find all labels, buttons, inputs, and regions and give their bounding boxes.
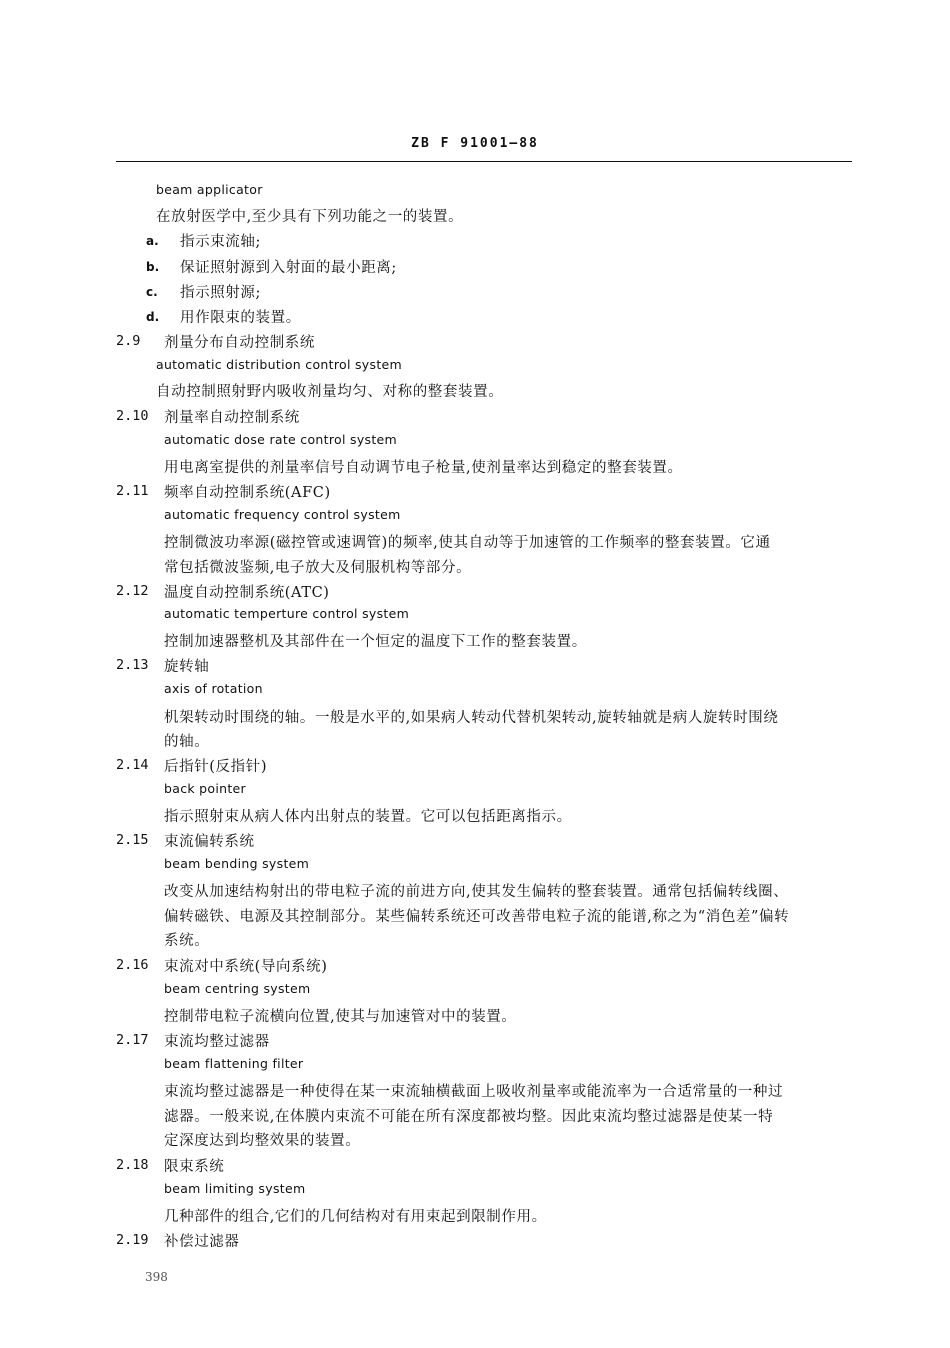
- term-definition-line: 定深度达到均整效果的装置。: [164, 1133, 361, 1149]
- term-definition-line: 改变从加速结构射出的带电粒子流的前进方向,使其发生偏转的整套装置。通常包括偏转线圈、: [164, 884, 789, 900]
- list-item-letter: c.: [146, 285, 158, 299]
- term-number: 2.19: [116, 1232, 149, 1248]
- term-chinese-title: 旋转轴: [164, 659, 210, 675]
- term-definition-line: 几种部件的组合,它们的几何结构对有用束起到限制作用。: [164, 1209, 547, 1225]
- term-english-title: beam limiting system: [164, 1181, 306, 1196]
- term-definition-line: 控制微波功率源(磁控管或速调管)的频率,使其自动等于加速管的工作频率的整套装置。它通: [164, 535, 771, 551]
- list-item-text: 指示照射源;: [180, 285, 261, 301]
- term-chinese-title: 束流对中系统(导向系统): [164, 959, 328, 975]
- term-english-title: automatic dose rate control system: [164, 432, 398, 447]
- term-number: 2.10: [116, 408, 149, 424]
- term-number: 2.14: [116, 757, 149, 773]
- term-chinese-title: 补偿过滤器: [164, 1234, 240, 1250]
- term-number: 2.9: [116, 333, 141, 349]
- term-chinese-title: 束流均整过滤器: [164, 1034, 270, 1050]
- header-rule: [116, 161, 852, 162]
- term-definition-line: 常包括微波鉴频,电子放大及伺服机构等部分。: [164, 560, 472, 576]
- term-chinese-title: 限束系统: [164, 1159, 225, 1175]
- term-chinese-title: 剂量分布自动控制系统: [164, 335, 315, 351]
- list-item-letter: a.: [146, 234, 159, 248]
- term-english-title: axis of rotation: [164, 681, 263, 696]
- term-chinese-title: 后指针(反指针): [164, 759, 268, 775]
- term-chinese-title: 频率自动控制系统(AFC): [164, 485, 331, 501]
- term-english-title: beam bending system: [164, 856, 310, 871]
- term-definition-line: 用电离室提供的剂量率信号自动调节电子枪量,使剂量率达到稳定的整套装置。: [164, 460, 683, 476]
- term-english-title: back pointer: [164, 781, 246, 796]
- term-definition-line: 的轴。: [164, 734, 210, 750]
- page-number: 398: [145, 1270, 168, 1284]
- document-code-header: ZB F 91001—88: [411, 136, 539, 151]
- term-definition-line: 束流均整过滤器是一种使得在某一束流轴横截面上吸收剂量率或能流率为一合适常量的一种过: [164, 1084, 784, 1100]
- term-chinese-title: 剂量率自动控制系统: [164, 410, 300, 426]
- term-definition-line: 控制带电粒子流横向位置,使其与加速管对中的装置。: [164, 1009, 517, 1025]
- term-english-title: automatic temperture control system: [164, 606, 410, 621]
- intro-definition: 在放射医学中,至少具有下列功能之一的装置。: [156, 209, 464, 225]
- term-number: 2.11: [116, 483, 149, 499]
- term-definition-line: 滤器。一般来说,在体膜内束流不可能在所有深度都被均整。因此束流均整过滤器是使某一特: [164, 1109, 774, 1125]
- term-definition-line: 指示照射束从病人体内出射点的装置。它可以包括距离指示。: [164, 809, 572, 825]
- term-english-title: beam centring system: [164, 981, 311, 996]
- term-number: 2.18: [116, 1157, 149, 1173]
- term-chinese-title: 束流偏转系统: [164, 834, 255, 850]
- term-number: 2.16: [116, 957, 149, 973]
- term-number: 2.13: [116, 657, 149, 673]
- term-definition-line: 系统。: [164, 933, 210, 949]
- list-item-text: 保证照射源到入射面的最小距离;: [180, 260, 397, 276]
- term-number: 2.15: [116, 832, 149, 848]
- term-english-title: automatic distribution control system: [156, 357, 402, 372]
- intro-english-term: beam applicator: [156, 182, 263, 197]
- term-number: 2.12: [116, 583, 149, 599]
- term-chinese-title: 温度自动控制系统(ATC): [164, 585, 330, 601]
- list-item-letter: d.: [146, 310, 160, 324]
- term-english-title: automatic frequency control system: [164, 507, 401, 522]
- term-definition-line: 控制加速器整机及其部件在一个恒定的温度下工作的整套装置。: [164, 634, 587, 650]
- term-definition-line: 自动控制照射野内吸收剂量均匀、对称的整套装置。: [156, 384, 504, 400]
- list-item-text: 用作限束的装置。: [180, 310, 301, 326]
- list-item-letter: b.: [146, 260, 160, 274]
- term-english-title: beam flattening filter: [164, 1056, 304, 1071]
- term-definition-line: 机架转动时围绕的轴。一般是水平的,如果病人转动代替机架转动,旋转轴就是病人旋转时围绕: [164, 710, 779, 726]
- list-item-text: 指示束流轴;: [180, 234, 261, 250]
- term-definition-line: 偏转磁铁、电源及其控制部分。某些偏转系统还可改善带电粒子流的能谱,称之为“消色差”偏转: [164, 909, 790, 925]
- term-number: 2.17: [116, 1032, 149, 1048]
